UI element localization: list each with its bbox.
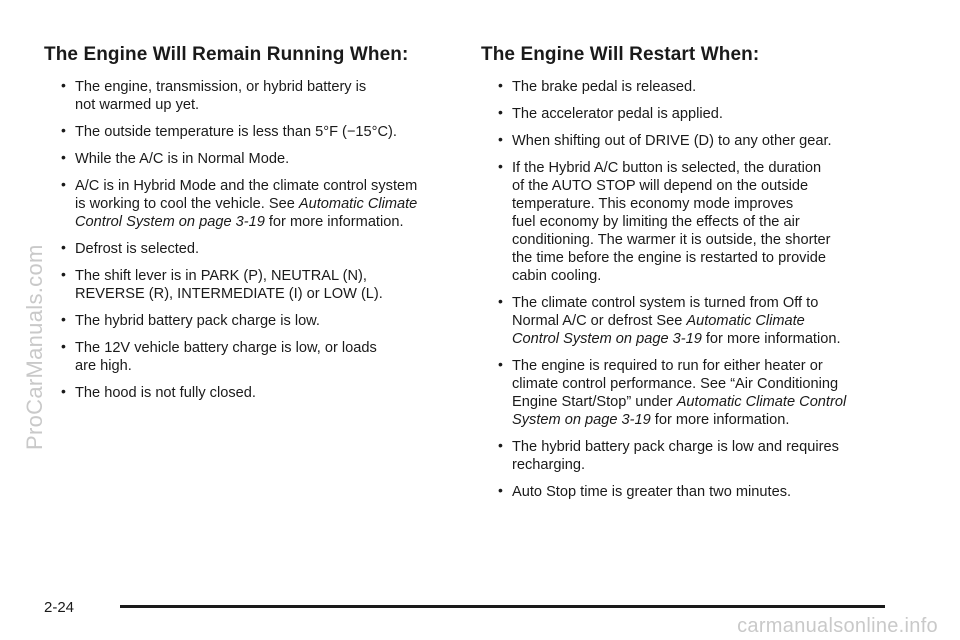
- list-item: [481, 159, 901, 285]
- watermark-text: ProCarManuals.com: [22, 244, 47, 450]
- right-column: [481, 44, 901, 510]
- list-item-text: The hybrid battery pack charge is low.: [75, 313, 320, 329]
- list-item-text: are high.: [75, 358, 132, 374]
- list-item-text: The 12V vehicle battery charge is low, or loads: [75, 340, 377, 356]
- footer-rule: [120, 605, 885, 608]
- list-item-text: While the A/C is in Normal Mode.: [75, 151, 290, 167]
- cross-reference-text: System on page 3-19: [512, 412, 651, 428]
- list-item: [481, 78, 901, 96]
- list-item: [481, 357, 901, 429]
- list-item-text: conditioning. The warmer it is outside, the shorter: [512, 232, 831, 248]
- list-item: [44, 240, 452, 258]
- right-bullet-list: [481, 78, 901, 501]
- list-item-text: of the AUTO STOP will depend on the outside: [512, 178, 809, 194]
- list-item: [481, 294, 901, 348]
- list-item: [44, 384, 452, 402]
- left-column: [44, 44, 452, 411]
- list-item-text: temperature. This economy mode improves: [512, 196, 794, 212]
- list-item-text: for more information.: [650, 412, 790, 428]
- list-item-text: for more information.: [264, 214, 404, 230]
- list-item: [481, 483, 901, 501]
- list-item-text: is working to cool the vehicle. See: [75, 196, 299, 212]
- list-item-text: The climate control system is turned from Off to: [512, 295, 819, 311]
- list-item: [481, 105, 901, 123]
- cross-reference-text: Control System on page 3-19: [75, 214, 265, 230]
- list-item: [44, 78, 452, 114]
- list-item: [44, 339, 452, 375]
- right-heading: The Engine Will Restart When:: [481, 44, 760, 65]
- list-item-text: REVERSE (R), INTERMEDIATE (I) or LOW (L).: [75, 286, 383, 302]
- list-item-text: When shifting out of DRIVE (D) to any other gear.: [512, 133, 832, 149]
- list-item-text: The brake pedal is released.: [512, 79, 697, 95]
- list-item-text: A/C is in Hybrid Mode and the climate control system: [75, 178, 418, 194]
- list-item-text: The hybrid battery pack charge is low and requires: [512, 439, 839, 455]
- list-item-text: The outside temperature is less than 5°F (−15°C).: [75, 124, 397, 140]
- list-item-text: climate control performance. See “Air Conditioning: [512, 376, 839, 392]
- list-item: [44, 150, 452, 168]
- list-item-text: Defrost is selected.: [75, 241, 200, 257]
- page-number: 2-24: [44, 599, 75, 616]
- cross-reference-text: Control System on page 3-19: [512, 331, 702, 347]
- left-bullet-list: [44, 78, 452, 402]
- list-item-text: recharging.: [512, 457, 586, 473]
- list-item-text: The engine, transmission, or hybrid battery is: [75, 79, 367, 95]
- list-item-text: Engine Start/Stop” under: [512, 394, 677, 410]
- watermark: [22, 244, 62, 490]
- list-item-text: fuel economy by limiting the effects of the air: [512, 214, 800, 230]
- list-item-text: cabin cooling.: [512, 268, 602, 284]
- cross-reference-text: Automatic Climate: [686, 313, 805, 329]
- list-item-text: for more information.: [701, 331, 841, 347]
- list-item: [44, 123, 452, 141]
- list-item-text: The hood is not fully closed.: [75, 385, 256, 401]
- list-item: [44, 177, 452, 231]
- list-item-text: The accelerator pedal is applied.: [512, 106, 723, 122]
- list-item-text: not warmed up yet.: [75, 97, 200, 113]
- list-item: [44, 312, 452, 330]
- footer-site-watermark: carmanualsonline.info: [737, 615, 938, 637]
- left-heading: The Engine Will Remain Running When:: [44, 44, 409, 65]
- list-item-text: The engine is required to run for either heater or: [512, 358, 823, 374]
- cross-reference-text: Automatic Climate: [298, 196, 418, 212]
- list-item: [44, 267, 452, 303]
- list-item: [481, 132, 901, 150]
- list-item-text: Auto Stop time is greater than two minutes.: [512, 484, 792, 500]
- list-item: [481, 438, 901, 474]
- list-item-text: If the Hybrid A/C button is selected, the duration: [512, 160, 822, 176]
- list-item-text: the time before the engine is restarted to provide: [512, 250, 826, 266]
- cross-reference-text: Automatic Climate Control: [676, 394, 847, 410]
- list-item-text: The shift lever is in PARK (P), NEUTRAL (N),: [75, 268, 367, 284]
- list-item-text: Normal A/C or defrost See: [512, 313, 687, 329]
